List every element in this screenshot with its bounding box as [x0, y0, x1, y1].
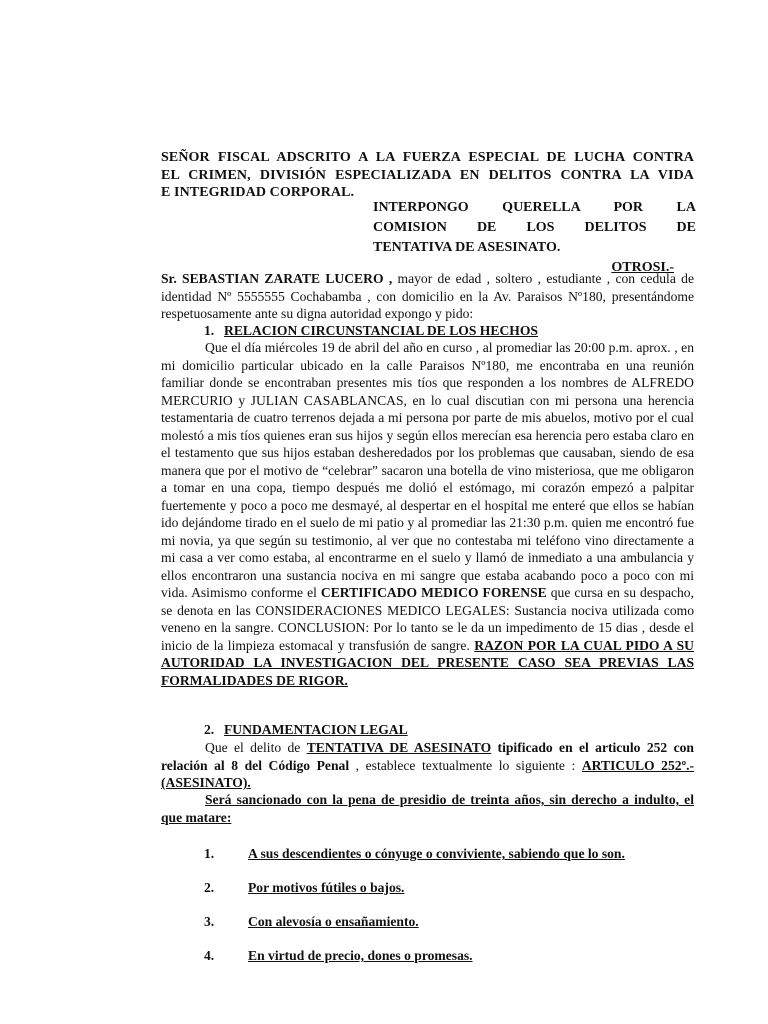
- header-line-3: E INTEGRIDAD CORPORAL.: [161, 185, 355, 200]
- section-1-title: RELACION CIRCUNSTANCIAL DE LOS HECHOS: [224, 323, 538, 338]
- intro-paragraph: [161, 270, 694, 323]
- section-1-body: [161, 339, 694, 689]
- article-heading: ARTICULO 252º.- (ASESINATO).: [161, 757, 694, 790]
- header-line-2: EL CRIMEN, DIVISIÓN ESPECIALIZADA EN DELITOS CONTRA LA VIDA: [161, 167, 694, 183]
- list-item: 3. Con alevosía o ensañamiento.: [204, 914, 419, 929]
- legal-intro: Que el delito de: [205, 740, 307, 755]
- otrosi-label: OTROSI.-: [611, 260, 674, 275]
- subject-line-1: INTERPONGO QUERELLA POR LA: [373, 200, 696, 215]
- subject-line-3: TENTATIVA DE ASESINATO.: [373, 240, 561, 255]
- plaintiff-name: Sr. SEBASTIAN ZARATE LUCERO ,: [161, 271, 393, 286]
- section-2-body: [161, 739, 694, 792]
- legal-reference: tipificado en el articulo 252 con relación al 8 del Código Penal: [161, 740, 694, 773]
- facts-text: Que el día miércoles 19 de abril del año en curso , al promediar las 20:00 p.m. aprox. , en mi domicilio particular ubicado en la calle Paraisos Nº180, me encontraba en una reunión familiar donde se encontraban presentes mis tíos que responden a los nombres de ALFREDO MERCURIO y JULIAN CASABLANCAS, en lo cual discutian con mi persona una herencia testamentaria de cuatro terrenos dejada a mi persona por parte de mis abuelos, motivo por el cual molestó a mis tíos quienes eran sus hijos y según ellos merecían esa herencia pero estaba claro en el testamento que sus hijos estaban desheredados por los problemas que causaban, siendo de esa manera que por el motivo de “celebrar” sacaron una botella de vino misteriosa, que me obligaron a tomar en una copa, tiempo después me dolió el estómago, mi corazón empezó a palpitar fuertemente y poco a poco me desmayé, al despertar en el hospital me enteré que ellos se habían ido dejándome tirado en el suelo de mi patio y al promediar las 21:30 p.m. quien me encontró fue mi novia, ya que según su testimonio, al ver que no contestaba mi teléfono vino directamente a mi casa a ver como estaba, al encontrarme en el suelo y llamó de inmediato a una ambulancia y ellos encontraron una sustancia nociva en mi sangre que estaba acabando poco a poco con mi vida. Asimismo conforme el: [161, 340, 694, 600]
- list-item: 1. A sus descendientes o cónyuge o conviviente, sabiendo que lo son.: [204, 846, 625, 861]
- crime-name: TENTATIVA DE ASESINATO: [306, 740, 492, 755]
- section-1-number: 1.: [204, 323, 215, 338]
- legal-intro-2: , establece textualmente lo siguiente :: [349, 757, 582, 773]
- penalty-quote: Será sancionado con la pena de presidio de treinta años, sin derecho a indulto, el que matare:: [161, 792, 694, 825]
- request-statement: RAZON POR LA CUAL PIDO A SU AUTORIDAD LA INVESTIGACION DEL PRESENTE CASO SEA PREVIAS LAS FORMALIDADES DE RIGOR.: [161, 637, 694, 688]
- section-2-title: FUNDAMENTACION LEGAL: [224, 722, 408, 737]
- section-1-heading: [204, 322, 538, 340]
- header-line-1: SEÑOR FISCAL ADSCRITO A LA FUERZA ESPECIAL DE LUCHA CONTRA: [161, 150, 694, 165]
- list-item: 4. En virtud de precio, dones o promesas.: [204, 948, 473, 963]
- section-2-number: 2.: [204, 722, 215, 737]
- forensic-certificate-label: CERTIFICADO MEDICO FORENSE: [320, 585, 547, 600]
- subject-block: [373, 198, 696, 278]
- subject-line-2: COMISION DE LOS DELITOS DE: [373, 220, 696, 235]
- section-2-heading: [204, 721, 408, 739]
- addressee-header: [161, 149, 694, 202]
- facts-text-2: que cursa en su despacho, se denota en las CONSIDERACIONES MEDICO LEGALES: Sustancia nociva utilizada como veneno en la sangre. CONCLUSION: Por lo tanto se le da un impedimento de 15 dias , desde el inicio de la limpieza estomacal y transfusión de sangre.: [161, 585, 694, 653]
- list-item: 2. Por motivos fútiles o bajos.: [204, 880, 405, 895]
- intro-text: mayor de edad , soltero , estudiante , con cedula de identidad Nº 5555555 Cochabamba , con domicilio en la Av. Paraisos Nº180, presentándome respetuosamente ante su digna autoridad expongo y pido:: [161, 271, 694, 321]
